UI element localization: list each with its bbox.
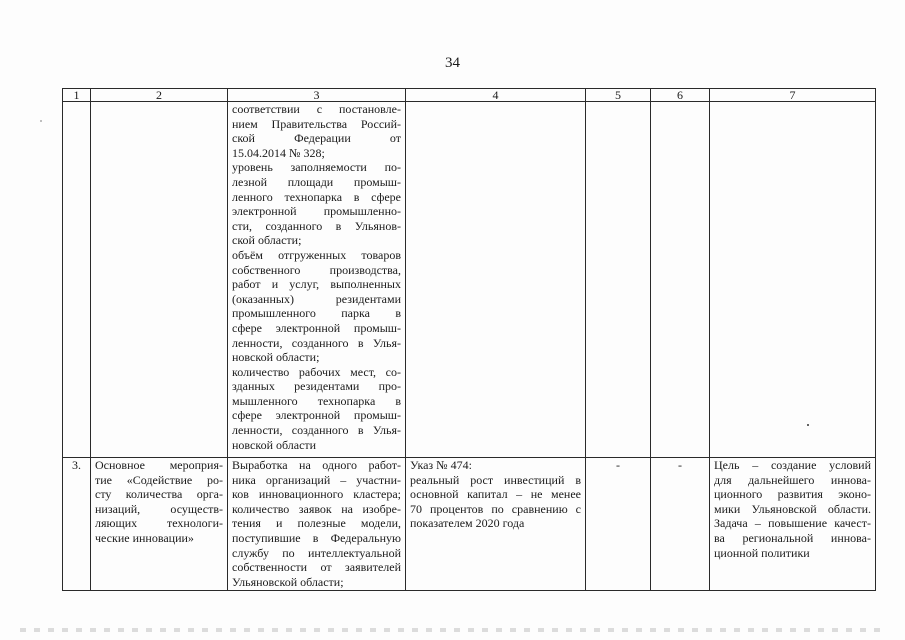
header-row: [63, 89, 876, 102]
text-line: для дальнейшего иннова-: [714, 472, 871, 487]
text-line: промышленного парка в: [232, 306, 401, 321]
text-line: собственности от заявителей: [232, 560, 401, 575]
text-line: ленности, созданного в Улья-: [232, 423, 401, 438]
header-col-2: 2: [91, 89, 228, 102]
text-line: (оказанных) резидентами: [232, 291, 401, 306]
text-line: показателем 2020 года: [410, 516, 525, 531]
text-line: ческие инновации»: [95, 530, 194, 545]
text-line: зданных резидентами про-: [232, 379, 401, 394]
text-line: ва региональной иннова-: [714, 530, 871, 545]
text-line: собственного производства,: [232, 262, 401, 277]
text-line: службу по интеллектуальной: [232, 545, 401, 560]
goal-cell: [710, 458, 876, 591]
text-line: уровень заполняемости по-: [232, 160, 401, 175]
text-line: тие «Содействие ро-: [95, 472, 223, 487]
row-number: 3.: [63, 458, 91, 591]
text-line: сти, созданного в Ульянов-: [232, 218, 401, 233]
text-line: Выработка на одного работ-: [232, 458, 401, 472]
text-line: 15.04.2014 № 328;: [232, 145, 325, 160]
text-line: реальный рост инвестиций в: [410, 472, 581, 487]
header-col-5: 5: [586, 89, 651, 102]
text-line: работ и услуг, выполненных: [232, 277, 401, 292]
text-line: Цель – создание условий: [714, 458, 871, 472]
text-line: низаций, осуществ-: [95, 501, 223, 516]
text-line: электронной промышленно-: [232, 204, 401, 219]
header-col-3: 3: [228, 89, 406, 102]
indicators-cell: [228, 458, 406, 591]
text-line: мики Ульяновской области.: [714, 501, 871, 516]
text-line: ляющих технологи-: [95, 516, 223, 531]
table-row: [63, 458, 876, 591]
row1-col6: [651, 102, 710, 458]
text-line: ника организаций – участни-: [232, 472, 401, 487]
row1-col7: [710, 102, 876, 458]
text-line: ленного технопарка в сфере: [232, 189, 401, 204]
text-line: новской области: [232, 437, 317, 452]
text-line: ционной политики: [714, 545, 810, 560]
text-line: лезной площади промыш-: [232, 174, 401, 189]
text-line: Основное мероприя-: [95, 458, 223, 472]
text-line: новской области;: [232, 350, 320, 365]
text-line: тения и полезные модели,: [232, 516, 401, 531]
row1-col5: [586, 102, 651, 458]
header-col-4: 4: [406, 89, 586, 102]
row1-col1: [63, 102, 91, 458]
text-line: Задача – повышение качест-: [714, 516, 871, 531]
text-line: сфере электронной промыш-: [232, 408, 401, 423]
header-col-7: 7: [710, 89, 876, 102]
text-line: сту количества орга-: [95, 487, 223, 502]
text-line: сфере электронной промыш-: [232, 320, 401, 335]
row1-col4: [406, 102, 586, 458]
text-line: мышленного технопарка в: [232, 393, 401, 408]
text-line: 70 процентов по сравнению с: [410, 501, 581, 516]
text-line: основной капитал – не менее: [410, 487, 581, 502]
text-line: соответствии с постановле-: [232, 102, 401, 116]
scan-speck: [807, 424, 809, 426]
text-line: Ульяновской области;: [232, 574, 344, 589]
header-col-6: 6: [651, 89, 710, 102]
table-row: [63, 102, 876, 458]
text-line: ской области;: [232, 233, 302, 248]
header-col-1: 1: [63, 89, 91, 102]
text-line: объём отгруженных товаров: [232, 247, 401, 262]
text-line: ков инновационного кластера;: [232, 487, 401, 502]
page-number: 34: [445, 55, 460, 71]
measure-name-cell: [91, 458, 228, 591]
text-line: количество заявок на изобре-: [232, 501, 401, 516]
text-line: ционного развития эконо-: [714, 487, 871, 502]
decree-cell: [406, 458, 586, 591]
text-line: Указ № 474:: [410, 458, 472, 472]
col5-value: -: [586, 458, 651, 591]
scan-footer-artifact: [20, 628, 885, 632]
col6-value: -: [651, 458, 710, 591]
row1-indicators-cell: [228, 102, 406, 458]
text-line: нием Правительства Россий-: [232, 116, 401, 131]
scan-speck: [40, 120, 42, 122]
row1-col2: [91, 102, 228, 458]
text-line: количество рабочих мест, со-: [232, 364, 401, 379]
text-line: поступившие в Федеральную: [232, 530, 401, 545]
text-line: ленности, созданного в Улья-: [232, 335, 401, 350]
program-table: [62, 88, 876, 591]
text-line: ской Федерации от: [232, 131, 401, 146]
